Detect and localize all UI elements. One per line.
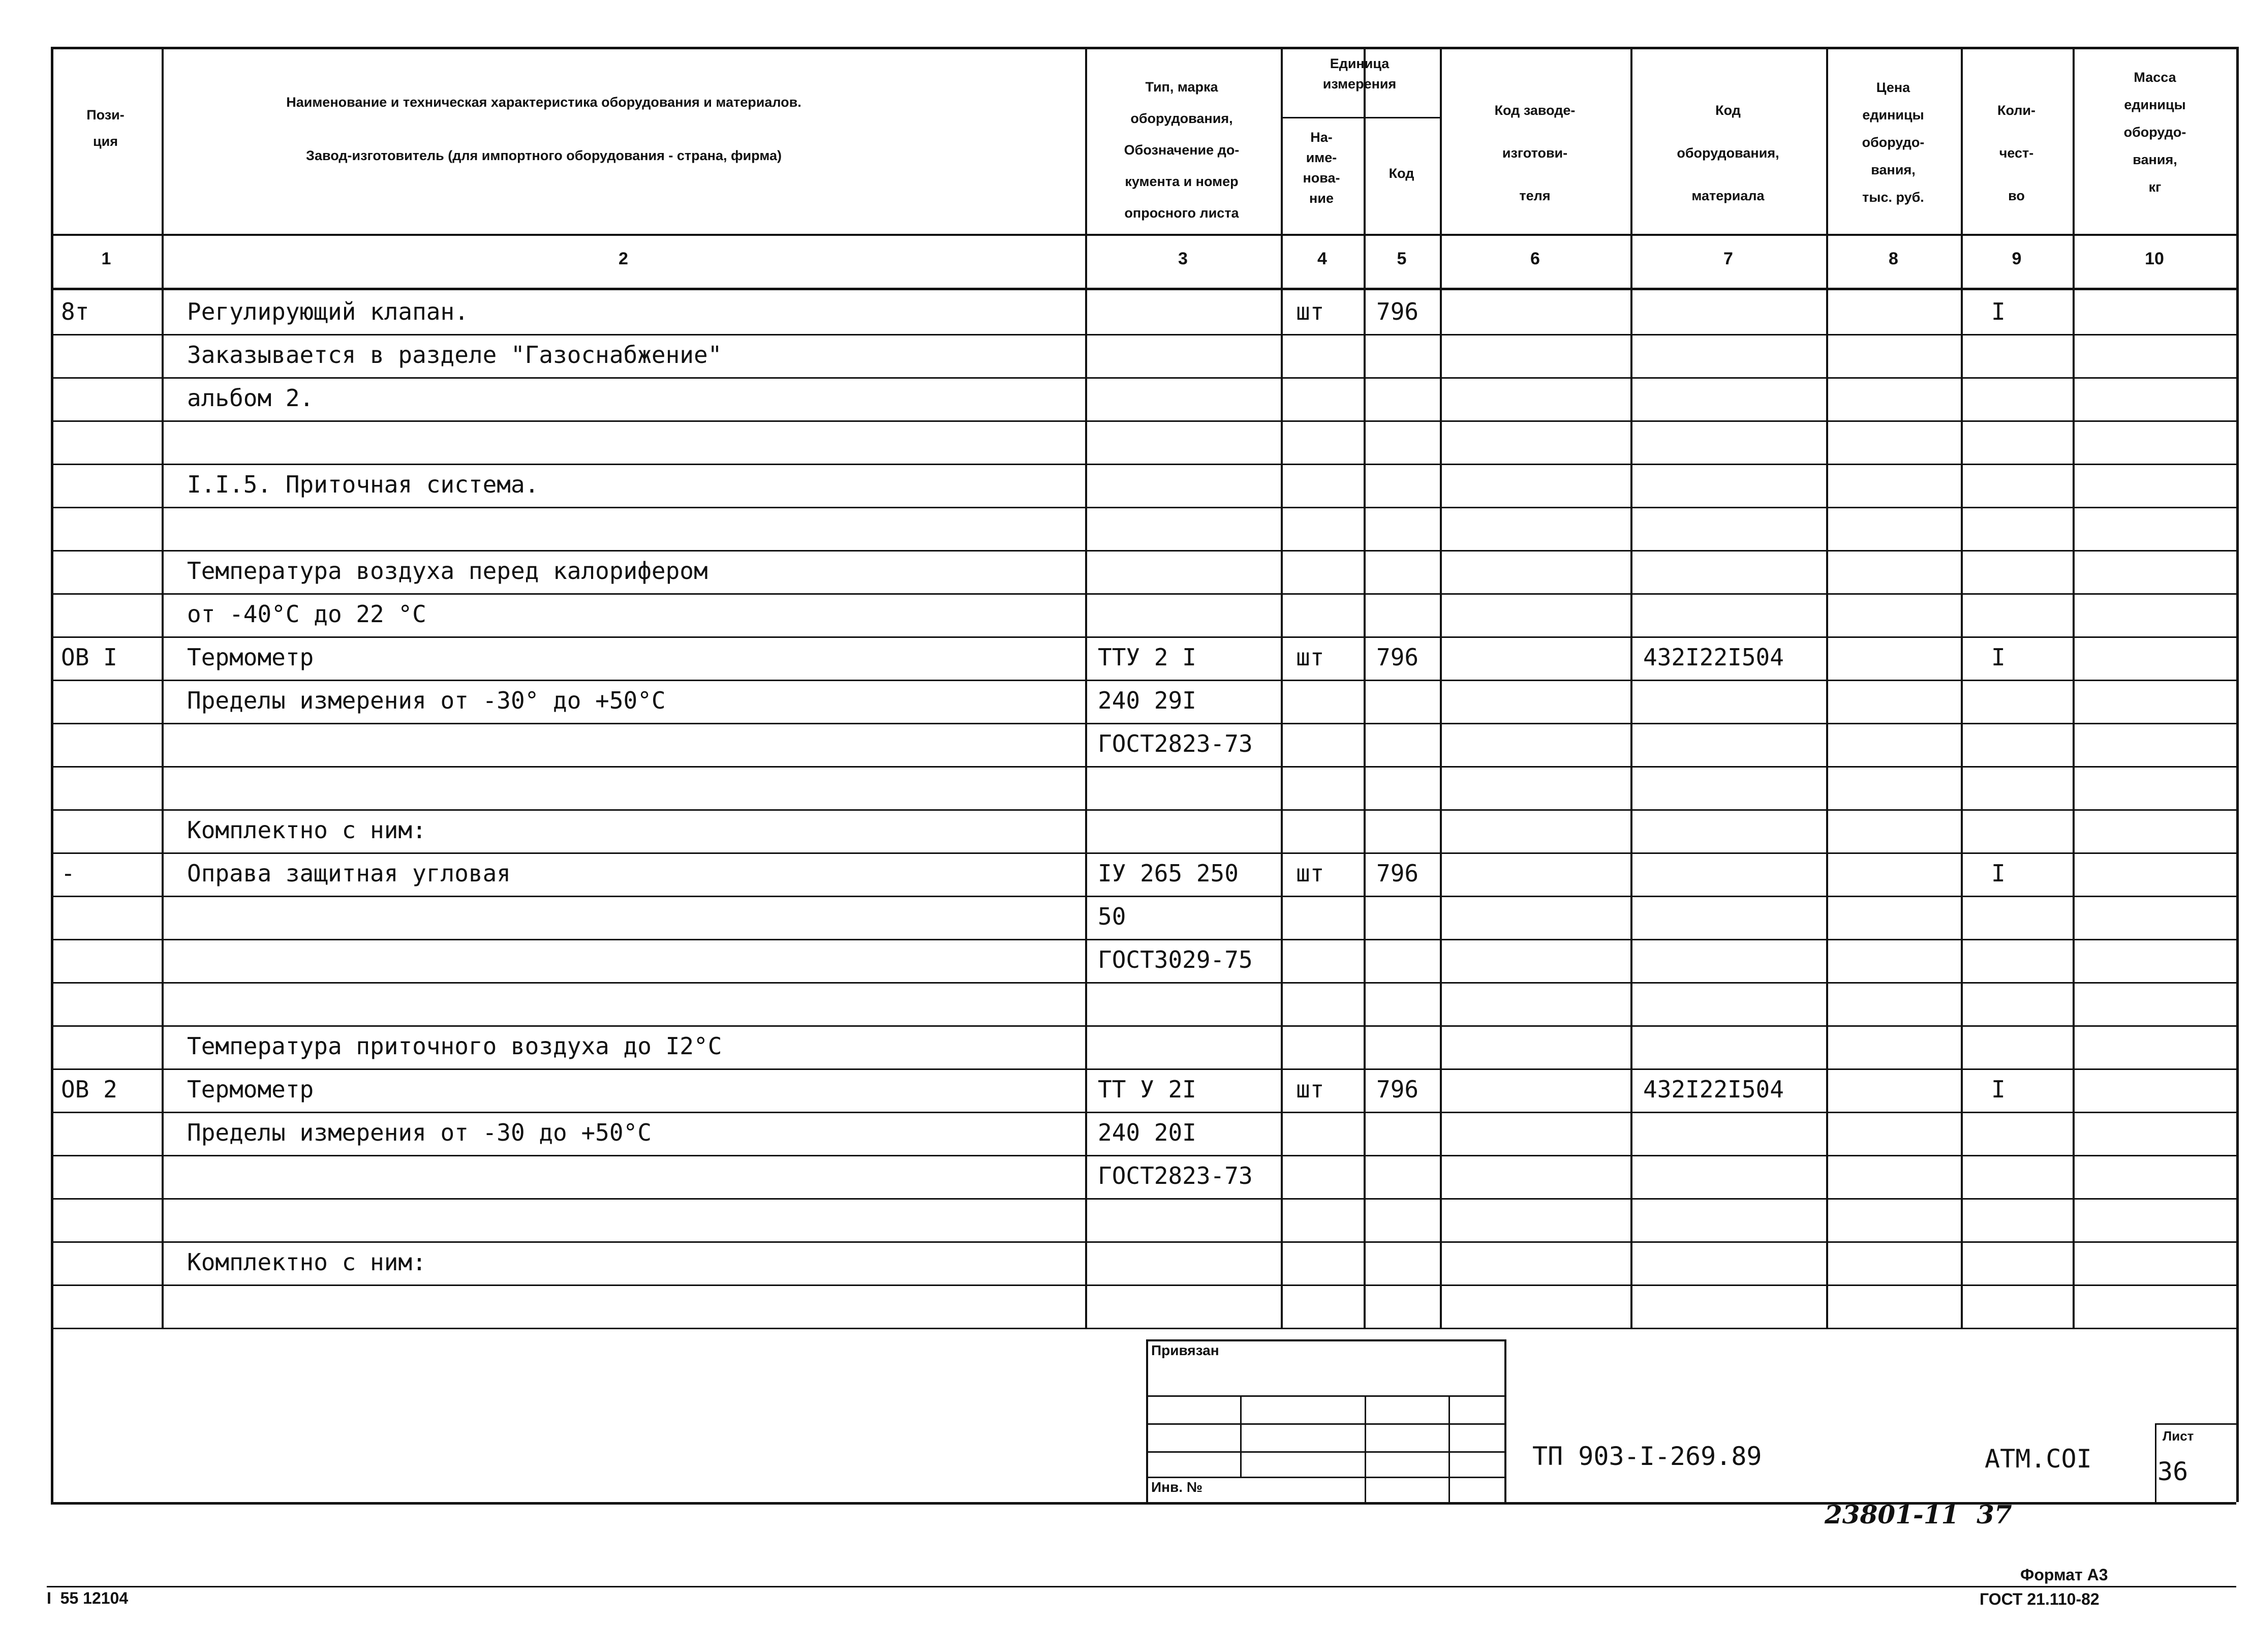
grid-line (1365, 1395, 1366, 1502)
grid-line (1826, 47, 1828, 1328)
grid-line (51, 723, 2236, 724)
grid-line (2073, 47, 2075, 1328)
cell-equipment-code: 432I22I504 (1643, 644, 1784, 671)
grid-line (51, 334, 2236, 335)
header-price: Цена единицы оборудо- вания, тыс. руб. (1862, 80, 1925, 205)
grid-line (51, 766, 2236, 768)
header-manufacturer-code: Код заводе- изготови- теля (1494, 103, 1576, 203)
cell-name: Заказывается в разделе "Газоснабжение" (187, 341, 722, 369)
header-position: Пози- ция (86, 107, 125, 149)
sheet-number: 36 (2157, 1457, 2188, 1486)
grid-line (51, 1284, 2236, 1286)
document-code: ТП 903-I-269.89 (1532, 1442, 1762, 1471)
header-mass: Масса единицы оборудо- вания, кг (2123, 70, 2186, 195)
grid-line (2155, 1423, 2156, 1502)
header-quantity: Коли- чест- во (1997, 103, 2036, 203)
grid-line (51, 680, 2236, 681)
column-number: 6 (1530, 249, 1540, 268)
grid-line (51, 507, 2236, 508)
grid-line (1630, 47, 1632, 1328)
cell-position: ОВ 2 (61, 1076, 117, 1103)
header-name-line1: Наименование и техническая характеристика оборудования и материалов. (286, 95, 801, 110)
cell-name: Регулирующий клапан. (187, 298, 469, 325)
grid-line (51, 809, 2236, 811)
grid-line (1364, 117, 1366, 1328)
cell-position: 8т (61, 298, 89, 325)
column-number: 4 (1317, 249, 1327, 268)
inventory-number-label: Инв. № (1151, 1479, 1203, 1495)
column-number: 2 (619, 249, 628, 268)
grid-line (51, 852, 2236, 854)
cell-quantity: I (1991, 644, 2006, 671)
grid-line (51, 1155, 2236, 1156)
cell-name: Комплектно с ним: (187, 816, 426, 844)
cell-name: Пределы измерения от -30 до +50°С (187, 1119, 652, 1146)
sheet-label: Лист (2163, 1428, 2194, 1444)
cell-quantity: I (1991, 1076, 2006, 1103)
header-unit-name: На- име- нова- ние (1303, 130, 1340, 206)
column-number: 5 (1397, 249, 1407, 268)
cell-quantity: I (1991, 298, 2006, 325)
cell-name: Комплектно с ним: (187, 1248, 426, 1276)
cell-type: 240 29I (1098, 687, 1196, 714)
grid-line (51, 1328, 2236, 1329)
grid-line (51, 896, 2236, 897)
column-number: 8 (1889, 249, 1898, 268)
grid-line (51, 1198, 2236, 1200)
grid-line (1281, 47, 1283, 1328)
cell-quantity: I (1991, 860, 2006, 887)
cell-equipment-code: 432I22I504 (1643, 1076, 1784, 1103)
grid-line (1146, 1477, 1504, 1478)
grid-line (1085, 47, 1087, 1328)
cell-name: Температура приточного воздуха до I2°С (187, 1032, 722, 1060)
grid-line (2236, 47, 2239, 1502)
grid-line (51, 636, 2236, 638)
grid-line (1281, 117, 1440, 118)
grid-line (1240, 1395, 1242, 1477)
grid-line (1440, 47, 1442, 1328)
grid-line (1448, 1395, 1450, 1502)
cell-type: ТТ У 2I (1098, 1076, 1196, 1103)
cell-type: IУ 265 250 (1098, 860, 1239, 887)
grid-line (1146, 1395, 1504, 1397)
gost-label: ГОСТ 21.110-82 (1980, 1590, 2100, 1608)
grid-line (1504, 1339, 1506, 1502)
grid-line (51, 420, 2236, 422)
cell-type: ГОСТ2823-73 (1098, 1162, 1253, 1189)
grid-line (51, 288, 2236, 290)
cell-position: - (61, 860, 75, 887)
cell-name: Термометр (187, 644, 314, 671)
cell-type: 50 (1098, 903, 1126, 930)
cell-name: Оправа защитная угловая (187, 860, 511, 887)
cell-unit-code: 796 (1376, 298, 1419, 325)
column-number: 10 (2145, 249, 2164, 268)
privyazan-label: Привязан (1151, 1342, 1219, 1358)
cell-unit: шт (1296, 644, 1324, 671)
header-name-line2: Завод-изготовитель (для импортного оборудования - страна, фирма) (306, 148, 782, 163)
cell-name: Пределы измерения от -30° до +50°С (187, 687, 666, 714)
header-type: Тип, марка оборудования, Обозначение до- кумента и номер опросного листа (1124, 79, 1240, 221)
footer-left-code: I 55 12104 (47, 1589, 129, 1607)
cell-unit: шт (1296, 298, 1324, 325)
grid-line (51, 1112, 2236, 1113)
cell-type: ГОСТ2823-73 (1098, 730, 1253, 757)
grid-line (51, 234, 2236, 236)
grid-line (2155, 1423, 2236, 1425)
grid-line (51, 1241, 2236, 1243)
grid-line (51, 550, 2236, 552)
cell-unit-code: 796 (1376, 860, 1419, 887)
cell-type: 240 20I (1098, 1119, 1196, 1146)
cell-type: ТТУ 2 I (1098, 644, 1196, 671)
grid-line (51, 939, 2236, 940)
handwritten-inventory-note: 23801-11 37 (1825, 1500, 2012, 1529)
document-mark: АТМ.COI (1985, 1444, 2092, 1474)
cell-unit: шт (1296, 860, 1324, 887)
header-unit-group: Единица измерения (1322, 56, 1397, 91)
grid-line (51, 1025, 2236, 1027)
grid-line (47, 1586, 2236, 1587)
grid-line (1146, 1339, 1504, 1341)
column-number: 3 (1178, 249, 1188, 268)
cell-name: Термометр (187, 1076, 314, 1103)
cell-unit-code: 796 (1376, 644, 1419, 671)
cell-name: I.I.5. Приточная система. (187, 471, 539, 498)
format-label: Формат А3 (2020, 1566, 2108, 1584)
grid-line (51, 464, 2236, 465)
column-number: 7 (1723, 249, 1733, 268)
cell-unit-code: 796 (1376, 1076, 1419, 1103)
cell-name: альбом 2. (187, 384, 314, 412)
grid-line (51, 47, 2236, 49)
grid-line (51, 593, 2236, 595)
cell-position: ОВ I (61, 644, 117, 671)
header-equipment-code: Код оборудования, материала (1677, 103, 1779, 203)
cell-name: Температура воздуха перед калорифером (187, 557, 708, 585)
cell-type: ГОСТ3029-75 (1098, 946, 1253, 973)
grid-line (51, 982, 2236, 984)
grid-line (51, 1068, 2236, 1070)
grid-line (1961, 47, 1963, 1328)
cell-unit: шт (1296, 1076, 1324, 1103)
cell-name: от -40°С до 22 °С (187, 600, 426, 628)
grid-line (1146, 1451, 1504, 1453)
column-number: 1 (101, 249, 111, 268)
header-unit-code: Код (1389, 166, 1414, 181)
grid-line (1146, 1423, 1504, 1425)
grid-line (51, 377, 2236, 379)
grid-line (162, 47, 164, 1328)
column-number: 9 (2012, 249, 2022, 268)
